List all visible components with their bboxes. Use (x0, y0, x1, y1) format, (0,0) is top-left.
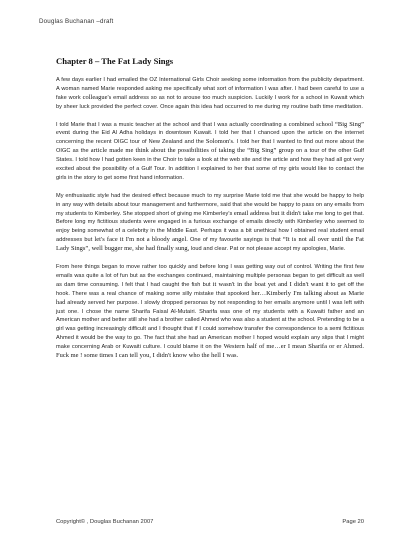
chapter-title: Chapter 8 – The Fat Lady Sings (56, 56, 174, 66)
page-number: Page 20 (342, 519, 364, 525)
paragraph-2: I told Marie that I was a music teacher at the school and that I was actually coordinating a combined school “Big Sing” event during the Eid Al Adha holidays in downtown Kuwait. I told her that I chanced upon the article on the internet concerning the recent OIGC tour of New Zealand and the Solomon's. I told her that I wanted to find out more about the OIGC as the article made me think about the possibilities of taking the “Big Sing” group on a tour of the other Gulf States. I told how I had gotten keen in the Choir to take a look at the web site and the article and how they had all got very excited about the possibility of a Gulf Tour. In addition I explained to her that some of my girls would like to contact the girls in the story to get some first hand information. (56, 120, 365, 181)
paragraph-1: A few days earlier I had emailed the OZ International Girls Choir seeking some information from the publicity department. A woman named Marie responded asking me specifically what sort of information I was after. I had been careful to use a fake work colleague's email address so as not to arouse too much suspicion. Luckily I work for a school in Kuwait which by sheer luck provided the perfect cover. Once again this idea had occurred to me during my routine bath time meditation. (56, 77, 364, 110)
paragraph-3: My enthusiastic style had the desired effect because much to my surprise Marie told me that she would be happy to help in any way with details about tour management and furthermore, said that she would be happy to pass on any emails from my students to Kimberley. She stopped short of giving me Kimberley's email address but it didn't take me long to get that. Before long my fictitious students were engaged in a furious exchange of emails directly with Kimberley who seemed to enjoy being somewhat of a celebrity in the Middle East. Perhaps it was a bit unethical how I obtained real student email addresses but let's face it I'm not a bloody angel. One of my favourite sayings is that “It is not all over until the Fat Lady Sings”, well bugger me, she had finally sung, loud and clear. Pat or not please accept my apologies, Marie. (56, 192, 365, 253)
running-header: Douglas Buchanan –draft (39, 18, 114, 25)
paragraph-4: From here things began to move rather too quickly and before long I was getting way out of control. Writing the first few emails was quite a lot of fun but as the exchanges continued, maintaining multiple personas began to get difficult as well as dam time consuming. I felt that I had caught the fish but it wasn't in the boat yet and I didn't want it to get off the hook. There was a real chance of making some silly mistake that spooked her…Kimberly I'm talking about as Marie had already served her purpose. I slowly dropped personas by not responding to her emails anymore until I was left with just one. I chose the name Sharifa Faisal Al-Mutairi. Sharifa was one of my students with a Kuwaiti father and an American mother and better still she had a brother called Ahmed who was also a student at the school. Pretending to be a girl was getting increasingly difficult and I thought that if I could somehow transfer the correspondence to a semi fictitious Ahmed it would be the way to go. The fact that she had an American mother I hoped would explain any slips that I might make concerning Arab or Kuwaiti culture. I could blame it on the Western half of me…er I mean Sharifa or er Ahmed. Fuck me ! some times I can tell you, I didn't know who the hell I was. (56, 263, 364, 360)
chapter-body (56, 76, 364, 361)
footer-copyright: Copyright© , Douglas Buchanan 2007 (56, 519, 154, 525)
